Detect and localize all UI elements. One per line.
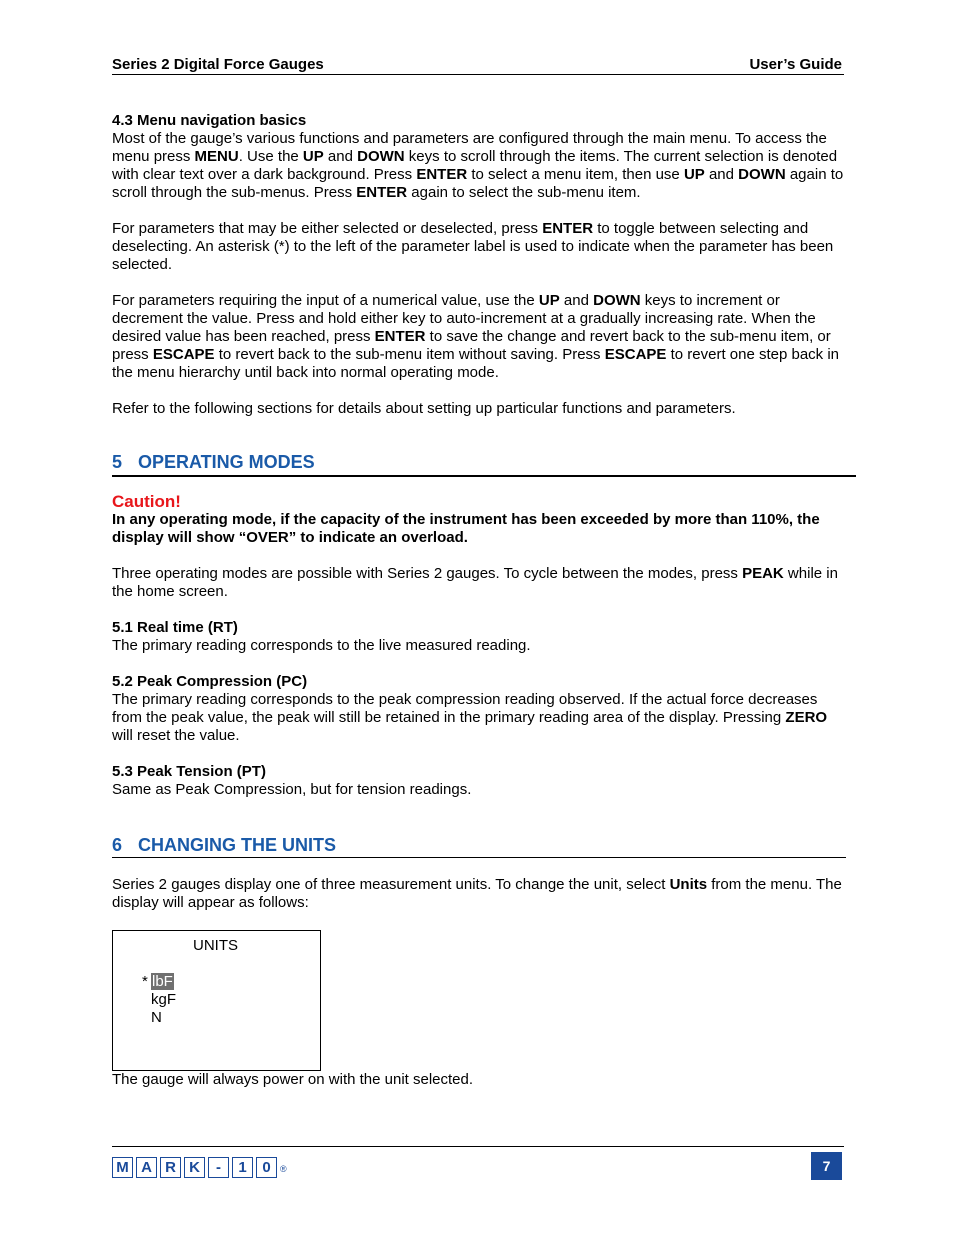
subsection-title: 4.3 Menu navigation basics	[112, 112, 307, 129]
bold-keyword: ENTER	[416, 166, 468, 183]
paragraph: The primary reading corresponds to the peak compression reading observed. If the actual force decreases from the peak value, the peak will still be retained in the primary reading area of the display. Pressing ZERO will reset the value.	[112, 691, 828, 744]
paragraph: Most of the gauge’s various functions and parameters are configured through the main menu. To access the menu press MENU. Use the UP and DOWN keys to scroll through the items. The current selection is denoted with clear text over a dark background. Press ENTER to select a menu item, then use UP and DOWN again to scroll through the sub-menus. Press ENTER again to select the sub-menu item.	[112, 130, 844, 201]
logo-letter: -	[208, 1157, 229, 1178]
header-doc-title: Series 2 Digital Force Gauges	[112, 56, 324, 73]
paragraph: The gauge will always power on with the unit selected.	[112, 1071, 474, 1088]
section-5-body	[112, 493, 844, 799]
bold-keyword: DOWN	[357, 148, 405, 165]
registered-mark: ®	[280, 1164, 287, 1174]
bold-keyword: ZERO	[785, 709, 828, 726]
bold-keyword: ENTER	[542, 220, 594, 237]
bold-keyword: UP	[538, 292, 560, 309]
page-number: 7	[811, 1152, 842, 1180]
mark-10-logo	[112, 1157, 287, 1178]
unit-option: N	[151, 1009, 162, 1026]
bold-keyword: Units	[669, 876, 708, 893]
paragraph: Three operating modes are possible with Series 2 gauges. To cycle between the modes, press PEAK while in the home screen.	[112, 565, 838, 600]
section-number: 5	[112, 452, 123, 472]
logo-letter: R	[160, 1157, 181, 1178]
caution-text: In any operating mode, if the capacity of the instrument has been exceeded by more than 110%, the display will show “OVER” to indicate an overload.	[112, 511, 820, 546]
bold-keyword: DOWN	[593, 292, 641, 309]
section-number: 6	[112, 835, 123, 855]
bold-keyword: MENU	[194, 148, 239, 165]
header-guide-label: User’s Guide	[749, 56, 842, 73]
section-heading-5	[112, 453, 315, 471]
bold-keyword: DOWN	[738, 166, 786, 183]
units-display-mockup	[112, 930, 321, 1071]
subsection-title: 5.1 Real time (RT)	[112, 619, 238, 636]
section-rule	[112, 857, 846, 858]
bold-keyword: ENTER	[356, 184, 408, 201]
unit-option-selected: lbF	[152, 973, 173, 990]
logo-letter: A	[136, 1157, 157, 1178]
paragraph: Refer to the following sections for details about setting up particular functions and parameters.	[112, 400, 736, 417]
paragraph: For parameters requiring the input of a numerical value, use the UP and DOWN keys to increment or decrement the value. Press and hold either key to auto-increment at a gradually increasing rate. When the desired value has been reached, press ENTER to save the change and revert back to the sub-menu item, or press ESCAPE to revert back to the sub-menu item without saving. Press ESCAPE to revert one step back in the menu hierarchy until back into normal operating mode.	[112, 292, 840, 381]
footer-rule	[112, 1146, 844, 1147]
paragraph: The primary reading corresponds to the live measured reading.	[112, 637, 531, 654]
logo-letter: K	[184, 1157, 205, 1178]
caution-title: Caution!	[112, 492, 181, 511]
bold-keyword: ENTER	[374, 328, 426, 345]
unit-option: kgF	[151, 991, 177, 1008]
logo-letter: 1	[232, 1157, 253, 1178]
section-4-3	[112, 112, 844, 418]
paragraph: Series 2 gauges display one of three measurement units. To change the unit, select Units from the menu. The display will appear as follows:	[112, 876, 842, 911]
section-rule	[112, 475, 856, 477]
section-title: CHANGING THE UNITS	[138, 835, 336, 855]
header-rule	[112, 74, 844, 75]
logo-letter: 0	[256, 1157, 277, 1178]
selected-asterisk: *	[142, 973, 148, 990]
bold-keyword: UP	[683, 166, 705, 183]
bold-keyword: UP	[302, 148, 324, 165]
display-title: UNITS	[193, 937, 238, 954]
bold-keyword: ESCAPE	[604, 346, 667, 363]
logo-letter: M	[112, 1157, 133, 1178]
paragraph: Same as Peak Compression, but for tension readings.	[112, 781, 472, 798]
section-6-body	[112, 876, 844, 912]
section-title: OPERATING MODES	[138, 452, 315, 472]
section-heading-6	[112, 836, 336, 854]
paragraph: For parameters that may be either selected or deselected, press ENTER to toggle between selecting and deselecting. An asterisk (*) to the left of the parameter label is used to indicate when the parameter has been selected.	[112, 220, 834, 273]
bold-keyword: PEAK	[742, 565, 784, 582]
subsection-title: 5.3 Peak Tension (PT)	[112, 763, 266, 780]
subsection-title: 5.2 Peak Compression (PC)	[112, 673, 308, 690]
bold-keyword: ESCAPE	[152, 346, 215, 363]
